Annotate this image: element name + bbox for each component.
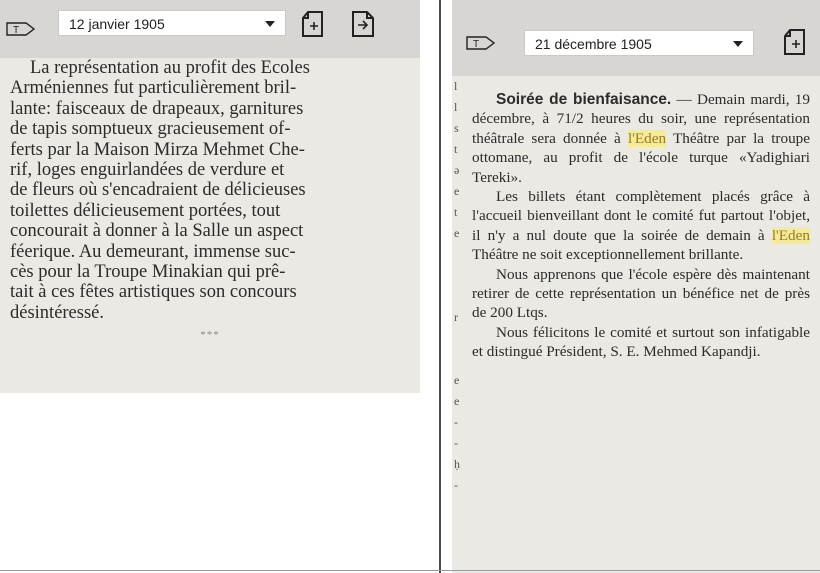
search-highlight: l'Eden xyxy=(627,129,667,147)
article-line: Arméniennes fut particulièrement bril- xyxy=(10,78,297,99)
newspaper-scan-right xyxy=(452,76,820,573)
article-paragraph xyxy=(472,90,810,187)
article-text-left xyxy=(10,58,410,346)
section-separator: *** xyxy=(200,329,220,342)
bottom-border xyxy=(0,570,820,571)
text-mode-icon[interactable] xyxy=(6,22,36,36)
right-toolbar xyxy=(452,0,820,76)
margin-mark: e xyxy=(454,184,460,198)
margin-mark: r xyxy=(454,310,458,324)
margin-mark: t xyxy=(454,142,458,156)
article-text: Les billets étant complètement placés grâce à l'accueil bienveillant dont le comité fut partout l'objet, il n'y a nul doute que la soirée de demain à xyxy=(472,188,810,244)
left-toolbar xyxy=(0,0,420,58)
article-line: tait à ces fêtes artistiques son concours xyxy=(10,282,297,303)
margin-mark: - xyxy=(454,478,458,492)
date-select[interactable] xyxy=(524,30,754,56)
margin-mark: t xyxy=(454,205,458,219)
margin-mark: - xyxy=(454,415,458,429)
date-select[interactable] xyxy=(58,10,286,36)
panel-divider xyxy=(439,0,441,573)
article-paragraph xyxy=(472,187,810,265)
open-page-icon[interactable] xyxy=(782,28,808,56)
article-line: lante: faisceaux de drapeaux, garnitures xyxy=(10,98,304,119)
article-line: désintéressé. xyxy=(10,302,105,323)
article-line: La représentation au profit des Ecoles xyxy=(30,58,310,78)
article-paragraph: Nous apprenons que l'école espère dès maintenant retirer de cette représentation un bénéfice net de près de 200 Ltqs. xyxy=(472,265,810,322)
article-line: rif, loges enguirlandées de verdure et xyxy=(10,160,285,181)
margin-mark: e xyxy=(454,373,460,387)
article-text: Théâtre par la troupe ottomane, au profit de l'école turque «Yadighiari Tereki». xyxy=(472,129,810,186)
margin-mark: - xyxy=(454,436,458,450)
article-text-right xyxy=(472,90,810,362)
chevron-down-icon xyxy=(265,21,275,27)
date-select-value: 12 janvier 1905 xyxy=(69,16,165,32)
date-select-value: 21 décembre 1905 xyxy=(535,36,652,52)
article-line: cès pour la Troupe Minakian qui prê- xyxy=(10,262,286,283)
svg-text:T: T xyxy=(13,25,20,36)
margin-mark: ḥ xyxy=(454,457,460,471)
margin-mark xyxy=(454,244,462,265)
margin-mark xyxy=(454,328,462,349)
article-text: — Demain mardi, 19 décembre, à 71/2 heures du soir, une représentation théâtrale sera donnée à xyxy=(472,91,810,147)
next-page-icon[interactable] xyxy=(350,10,376,38)
margin-mark: e xyxy=(454,394,460,408)
scan-margin-marks xyxy=(454,76,462,496)
margin-mark: s xyxy=(454,121,459,135)
margin-mark: l xyxy=(454,100,458,114)
margin-mark xyxy=(454,286,462,307)
article-text: Théâtre ne soit exceptionnellement brillante. xyxy=(472,246,744,264)
article-line: toilettes délicieusement portées, tout xyxy=(10,200,281,221)
article-title: Soirée de bienfaisance. xyxy=(496,91,672,108)
margin-mark xyxy=(454,265,462,286)
search-highlight: l'Eden xyxy=(771,226,810,244)
margin-mark: ə xyxy=(454,163,460,177)
article-line: ferts par la Maison Mirza Mehmet Che- xyxy=(10,139,305,160)
right-viewer-panel xyxy=(452,0,820,573)
margin-mark: e xyxy=(454,226,460,240)
article-line: concourait à donner à la Salle un aspect xyxy=(10,221,304,242)
open-page-icon[interactable] xyxy=(300,10,326,38)
article-line: féerique. Au demeurant, immense suc- xyxy=(10,241,296,262)
chevron-down-icon xyxy=(733,41,743,47)
text-mode-icon[interactable] xyxy=(466,36,496,50)
svg-text:T: T xyxy=(473,39,480,50)
margin-mark xyxy=(454,349,462,370)
article-line: de fleurs où s'encadraient de délicieuses xyxy=(10,180,306,201)
article-line: de tapis somptueux gracieusement of- xyxy=(10,119,291,140)
margin-mark: l xyxy=(454,79,458,93)
article-paragraph: Nous félicitons le comité et surtout son infatigable et distingué Président, S. E. Mehmed Kapandji. xyxy=(472,323,810,361)
newspaper-scan-left xyxy=(0,58,420,393)
